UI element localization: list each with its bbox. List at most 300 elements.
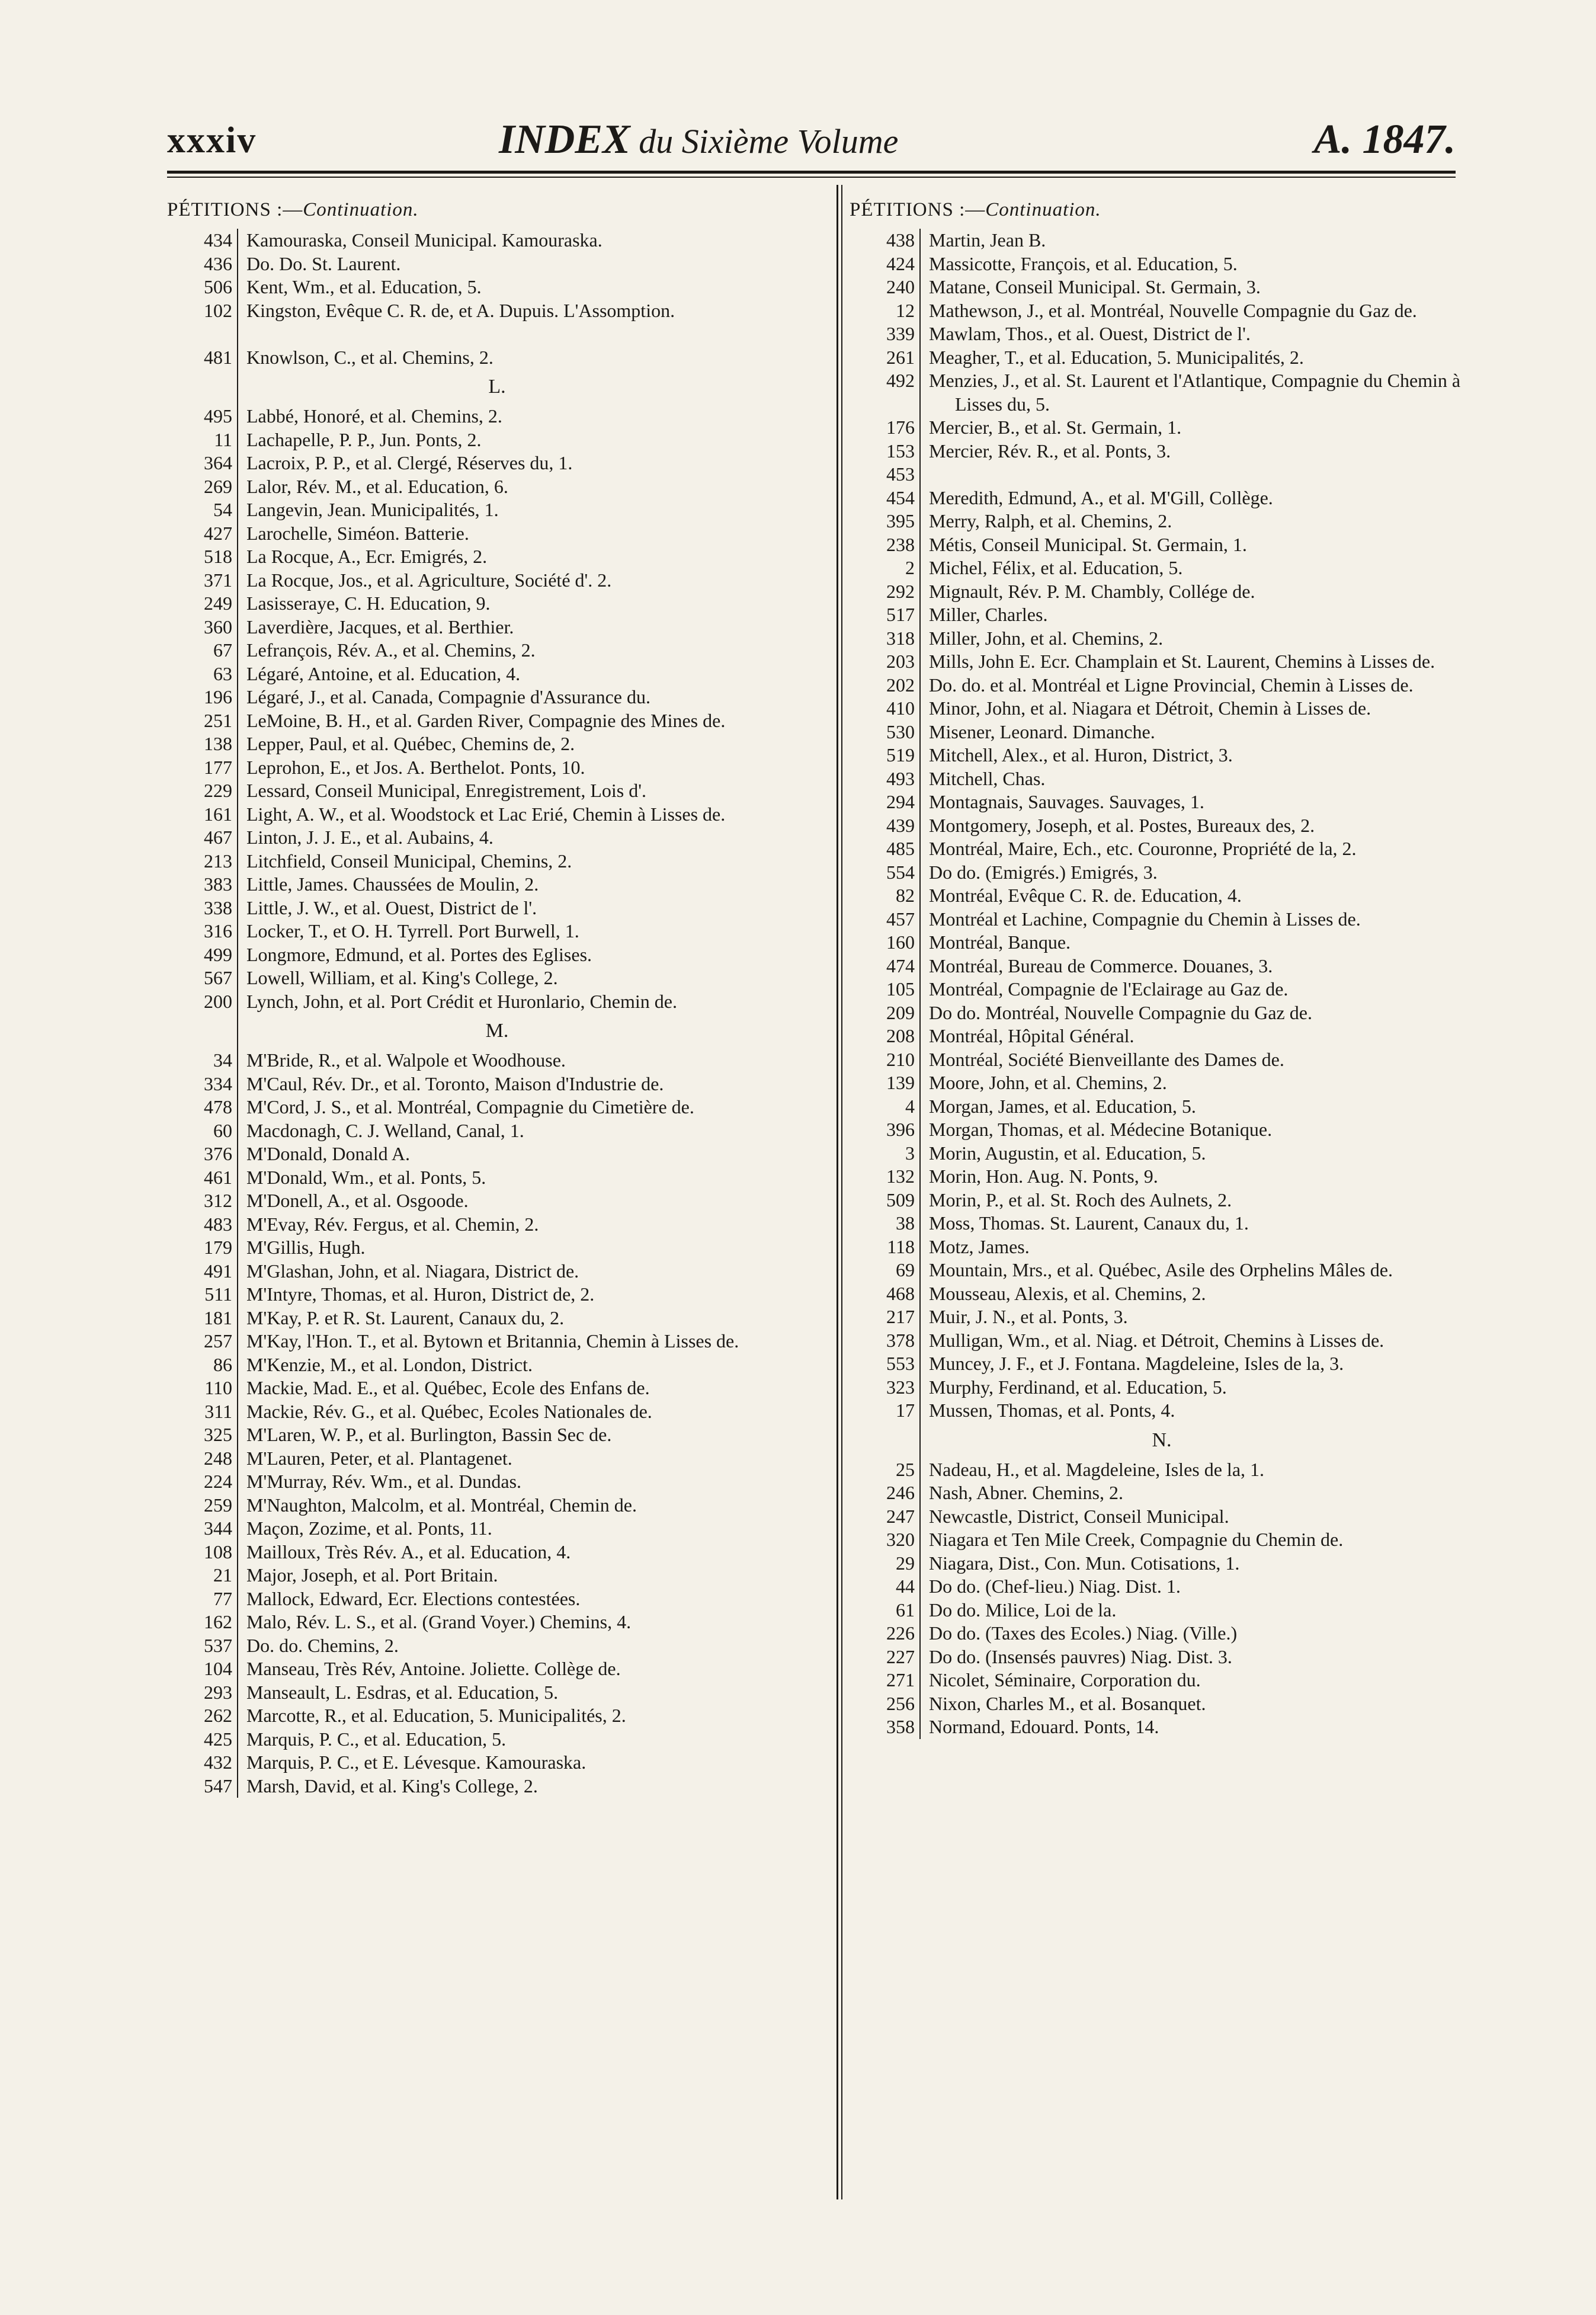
entry-number: 424 (886, 252, 915, 274)
entry-number: 61 (896, 1599, 915, 1621)
index-entry (886, 1376, 1466, 1400)
entry-number: 229 (204, 780, 232, 801)
index-entry (886, 1048, 1466, 1072)
index-entry (896, 1552, 1466, 1576)
index-entry (213, 498, 819, 522)
entry-number: 25 (896, 1458, 915, 1480)
entry-number: 82 (896, 885, 915, 906)
entry-text: Merry, Ralph, et al. Chemins, 2. (929, 510, 1172, 531)
entry-text: M'Kenzie, M., et al. London, District. (246, 1353, 533, 1375)
index-entry (204, 803, 819, 827)
index-entry (886, 252, 1466, 276)
index-entry (204, 1704, 819, 1728)
entry-number: 63 (213, 662, 232, 684)
right-column (850, 191, 1466, 1739)
entry-text: Mountain, Mrs., et al. Québec, Asile des Orphelins Mâles de. (929, 1259, 1393, 1280)
entry-number: 325 (204, 1424, 232, 1445)
entry-text: Do. do. et al. Montréal et Ligne Provincial, Chemin à Lisses de. (929, 674, 1414, 696)
entry-text: M'Evay, Rév. Fergus, et al. Chemin, 2. (246, 1213, 539, 1235)
entry-number: 54 (213, 499, 232, 520)
entry-number: 67 (213, 639, 232, 661)
entry-number: 34 (213, 1049, 232, 1071)
index-entry (204, 1142, 819, 1166)
entry-text: Montréal, Bureau de Commerce. Douanes, 3. (929, 955, 1273, 976)
entry-number: 364 (204, 452, 232, 473)
entry-number: 344 (204, 1517, 232, 1539)
page-title (499, 116, 898, 164)
entry-number: 213 (204, 850, 232, 872)
entry-number: 434 (204, 229, 232, 251)
entry-number: 210 (886, 1048, 915, 1070)
index-entry (213, 1564, 819, 1587)
entry-text: Maçon, Zozime, et al. Ponts, 11. (246, 1517, 492, 1539)
entry-number: 21 (213, 1564, 232, 1586)
index-entry (886, 1305, 1466, 1329)
index-entry (204, 1236, 819, 1260)
entry-number: 334 (204, 1072, 232, 1094)
index-entry (204, 1189, 819, 1213)
index-entry (204, 779, 819, 803)
index-entry (886, 463, 1466, 486)
entry-number: 378 (886, 1329, 915, 1351)
entry-number: 248 (204, 1447, 232, 1469)
entry-text: Lepper, Paul, et al. Québec, Chemins de, 2. (246, 733, 575, 754)
index-entry (896, 1399, 1466, 1423)
entry-number: 468 (886, 1282, 915, 1304)
entry-number: 118 (887, 1235, 915, 1257)
entry-number: 132 (886, 1165, 915, 1187)
entry-text: Meagher, T., et al. Education, 5. Municipalités, 2. (929, 346, 1304, 368)
index-entry (886, 346, 1466, 370)
index-entry (886, 650, 1466, 674)
entry-number: 376 (204, 1143, 232, 1164)
index-entry (204, 299, 819, 323)
entry-text: Mercier, B., et al. St. Germain, 1. (929, 417, 1182, 438)
entry-text: Métis, Conseil Municipal. St. Germain, 1. (929, 533, 1247, 555)
entry-text: Little, J. W., et al. Ouest, District de l'. (246, 896, 537, 918)
index-entry (204, 1541, 819, 1564)
index-entry (204, 229, 819, 252)
entry-text: Moore, John, et al. Chemins, 2. (929, 1072, 1167, 1093)
entry-text: Muir, J. N., et al. Ponts, 3. (929, 1306, 1128, 1327)
index-entry (204, 1634, 819, 1658)
entry-text: Locker, T., et O. H. Tyrrell. Port Burwell, 1. (246, 920, 579, 942)
entry-text: Niagara et Ten Mile Creek, Compagnie du Chemin de. (929, 1529, 1344, 1550)
index-entry (886, 908, 1466, 931)
entry-text: La Rocque, Jos., et al. Agriculture, Société d'. 2. (246, 569, 612, 591)
entry-text: Montagnais, Sauvages. Sauvages, 1. (929, 791, 1204, 812)
index-entry (886, 1329, 1466, 1353)
entry-number: 553 (886, 1353, 915, 1374)
index-entry (204, 1751, 819, 1775)
index-entry (886, 1622, 1466, 1645)
index-entry (886, 1669, 1466, 1692)
index-entry (204, 1423, 819, 1447)
right-entries (886, 229, 1466, 1739)
entry-text: Do do. (Chef-lieu.) Niag. Dist. 1. (929, 1576, 1181, 1597)
entry-number: 339 (886, 323, 915, 344)
index-entry (204, 943, 819, 967)
entry-text: Linton, J. J. E., et al. Aubains, 4. (246, 827, 493, 848)
index-entry (886, 1024, 1466, 1048)
page-year: A. 1847. (1313, 117, 1456, 162)
entry-text: Murphy, Ferdinand, et al. Education, 5. (929, 1376, 1227, 1398)
index-entry (886, 697, 1466, 721)
entry-text: Mallock, Edward, Ecr. Elections contestées. (246, 1587, 581, 1609)
index-entry (886, 767, 1466, 791)
entry-number: 432 (204, 1752, 232, 1773)
entry-text: Litchfield, Conseil Municipal, Chemins, 2. (246, 850, 572, 872)
entry-text (246, 322, 819, 346)
entry-text: Kingston, Evêque C. R. de, et A. Dupuis. L'Assomption. (246, 299, 675, 321)
entry-text: Massicotte, François, et al. Education, 5. (929, 252, 1238, 274)
entry-text: M'Kay, l'Hon. T., et al. Bytown et Britannia, Chemin à Lisses de. (246, 1330, 739, 1352)
section-letter: L. (488, 376, 506, 398)
index-entry (204, 1775, 819, 1798)
index-entry (896, 1599, 1466, 1622)
entry-text: Do. Do. St. Laurent. (246, 252, 401, 274)
entry-text: Morin, P., et al. St. Roch des Aulnets, 2. (929, 1189, 1232, 1211)
entry-text: Mignault, Rév. P. M. Chambly, Collége de. (929, 580, 1255, 602)
entry-number: 461 (204, 1166, 232, 1188)
entry-text: Lessard, Conseil Municipal, Enregistrement, Lois d'. (246, 780, 646, 801)
left-entries (204, 229, 819, 1798)
index-entry (213, 639, 819, 662)
entry-text: Nicolet, Séminaire, Corporation du. (929, 1669, 1201, 1690)
index-entry (886, 814, 1466, 838)
entry-number: 436 (204, 252, 232, 274)
index-entry (886, 955, 1466, 978)
entry-text: Montréal, Evêque C. R. de. Education, 4. (929, 885, 1242, 906)
index-entry (886, 861, 1466, 885)
heading-label: PÉTITIONS :— (167, 199, 303, 220)
entry-text: Newcastle, District, Conseil Municipal. (929, 1505, 1229, 1527)
entry-number: 537 (204, 1634, 232, 1656)
index-entry (886, 837, 1466, 861)
entry-number: 396 (886, 1119, 915, 1140)
entry-number: 227 (886, 1645, 915, 1667)
entry-number: 509 (886, 1189, 915, 1211)
entry-text: Light, A. W., et al. Woodstock et Lac Erié, Chemin à Lisses de. (246, 803, 726, 825)
entry-text: Mathewson, J., et al. Montréal, Nouvelle Compagnie du Gaz de. (929, 299, 1417, 321)
entry-text: M'Bride, R., et al. Walpole et Woodhouse. (246, 1049, 566, 1071)
header-rule-thin (167, 177, 1456, 178)
entry-text: Légaré, J., et al. Canada, Compagnie d'Assurance du. (246, 686, 650, 707)
index-entry (886, 1165, 1466, 1189)
index-entry (204, 522, 819, 546)
index-entry (204, 1447, 819, 1471)
column-divider-thin (841, 185, 842, 2199)
entry-text: Misener, Leonard. Dimanche. (929, 721, 1155, 742)
index-entry (905, 1142, 1466, 1165)
entry-text: Mills, John E. Ecr. Champlain et St. Laurent, Chemins à Lisses de. (929, 651, 1435, 672)
entry-number: 217 (886, 1306, 915, 1327)
entry-text: LeMoine, B. H., et al. Garden River, Compagnie des Mines de. (246, 709, 726, 731)
index-entry (204, 896, 819, 920)
index-entry (246, 322, 819, 346)
entry-text: Lynch, John, et al. Port Crédit et Huronlario, Chemin de. (246, 990, 677, 1012)
entry-number: 153 (886, 440, 915, 462)
index-entry (886, 1505, 1466, 1529)
index-entry (886, 1645, 1466, 1669)
index-entry (896, 1575, 1466, 1599)
entry-number: 518 (204, 546, 232, 567)
entry-text: Nixon, Charles M., et al. Bosanquet. (929, 1692, 1206, 1714)
entry-text: Manseau, Très Rév, Antoine. Joliette. Collège de. (246, 1658, 621, 1679)
entry-number: 181 (204, 1307, 232, 1328)
entry-number: 208 (886, 1025, 915, 1046)
entry-text: Matane, Conseil Municipal. St. Germain, 3. (929, 276, 1261, 297)
index-entry (886, 1692, 1466, 1716)
entry-number: 293 (204, 1681, 232, 1703)
entry-number: 203 (886, 651, 915, 672)
entry-number: 44 (896, 1576, 915, 1597)
index-entry (886, 1071, 1466, 1095)
index-entry (886, 486, 1466, 510)
entry-text: Niagara, Dist., Con. Mun. Cotisations, 1. (929, 1552, 1240, 1574)
entry-number: 492 (886, 370, 915, 391)
entry-number: 77 (213, 1587, 232, 1609)
entry-text: Lacroix, P. P., et al. Clergé, Réserves du, 1. (246, 452, 573, 473)
entry-number: 262 (204, 1705, 232, 1726)
header-rule (167, 171, 1456, 174)
entry-number: 493 (886, 767, 915, 789)
index-entry (204, 1307, 819, 1330)
entry-text: Martin, Jean B. (929, 229, 1046, 251)
entry-text: Montréal, Banque. (929, 931, 1071, 953)
entry-number: 358 (886, 1716, 915, 1737)
entry-text: Do. do. Chemins, 2. (246, 1634, 399, 1656)
index-entry (213, 1587, 819, 1611)
index-entry (886, 931, 1466, 955)
entry-number: 102 (204, 299, 232, 321)
index-entry (204, 252, 819, 276)
section-letter: N. (1152, 1429, 1172, 1451)
index-entry (204, 1400, 819, 1424)
index-entry (886, 1481, 1466, 1505)
entry-text: Kamouraska, Conseil Municipal. Kamouraska. (246, 229, 602, 251)
index-entry (204, 966, 819, 990)
entry-text: Marquis, P. C., et al. Education, 5. (246, 1728, 507, 1750)
page-number: xxxiv (167, 120, 257, 161)
column-divider (837, 185, 838, 2199)
entry-text: Meredith, Edmund, A., et al. M'Gill, Collège. (929, 486, 1273, 508)
section-letter: M. (485, 1020, 509, 1042)
entry-number: 238 (886, 533, 915, 555)
entry-number: 547 (204, 1775, 232, 1797)
index-entry (204, 1681, 819, 1705)
index-entry (204, 1166, 819, 1190)
index-entry (204, 405, 819, 428)
entry-number: 530 (886, 721, 915, 742)
entry-text: M'Caul, Rév. Dr., et al. Toronto, Maison d'Industrie de. (246, 1072, 664, 1094)
entry-text: Lasisseraye, C. H. Education, 9. (246, 593, 491, 614)
entry-text: Montréal, Hôpital Général. (929, 1025, 1134, 1046)
entry-number: 499 (204, 943, 232, 965)
entry-number: 438 (886, 229, 915, 251)
index-entry (204, 732, 819, 756)
entry-number: 226 (886, 1622, 915, 1644)
entry-text: Montréal, Société Bienveillante des Dames de. (929, 1048, 1284, 1070)
entry-number: 567 (204, 967, 232, 988)
entry-text: Moss, Thomas. St. Laurent, Canaux du, 1. (929, 1212, 1249, 1234)
entry-number: 485 (886, 838, 915, 859)
entry-text: Do do. (Insensés pauvres) Niag. Dist. 3. (929, 1645, 1232, 1667)
entry-number: 60 (213, 1119, 232, 1141)
entry-text: Lachapelle, P. P., Jun. Ponts, 2. (246, 428, 482, 450)
entry-number: 105 (886, 978, 915, 1000)
index-entry (887, 1235, 1466, 1259)
entry-text: M'Kay, P. et R. St. Laurent, Canaux du, 2. (246, 1307, 565, 1328)
entry-number: 69 (896, 1259, 915, 1280)
entry-number: 457 (886, 908, 915, 930)
index-entry (204, 1728, 819, 1752)
index-entry (886, 1715, 1466, 1739)
heading-label: PÉTITIONS :— (850, 199, 986, 220)
entry-text: Légaré, Antoine, et al. Education, 4. (246, 662, 521, 684)
entry-text: M'Glashan, John, et al. Niagara, District de. (246, 1260, 579, 1282)
index-entry (896, 1458, 1466, 1482)
entry-number: 246 (886, 1482, 915, 1503)
entry-text: Macdonagh, C. J. Welland, Canal, 1. (246, 1119, 524, 1141)
entry-number: 162 (204, 1611, 232, 1632)
entry-text: Mussen, Thomas, et al. Ponts, 4. (929, 1400, 1175, 1421)
index-entry (204, 616, 819, 639)
entry-number: 269 (204, 475, 232, 497)
index-entry (886, 674, 1466, 697)
entry-number: 467 (204, 827, 232, 848)
entry-number: 11 (214, 428, 232, 450)
entry-number: 224 (204, 1471, 232, 1492)
entry-text: Kent, Wm., et al. Education, 5. (246, 276, 482, 297)
entry-text: Montréal, Compagnie de l'Eclairage au Gaz de. (929, 978, 1289, 1000)
index-entry (886, 721, 1466, 744)
entry-text: Morgan, Thomas, et al. Médecine Botanique. (929, 1119, 1273, 1140)
index-entry (905, 1095, 1466, 1119)
entry-number: 249 (204, 593, 232, 614)
index-entry (213, 1049, 819, 1072)
entry-number: 323 (886, 1376, 915, 1398)
entry-number: 483 (204, 1213, 232, 1235)
entry-number: 294 (886, 791, 915, 812)
heading-continuation: Continuation. (985, 199, 1101, 220)
entry-text: Lalor, Rév. M., et al. Education, 6. (246, 475, 508, 497)
entry-number: 110 (204, 1377, 232, 1398)
entry-text: Malo, Rév. L. S., et al. (Grand Voyer.) Chemins, 4. (246, 1611, 632, 1632)
entry-text: Mackie, Rév. G., et al. Québec, Ecoles Nationales de. (246, 1400, 652, 1422)
entry-text: Normand, Edouard. Ponts, 14. (929, 1716, 1159, 1737)
index-entry (214, 428, 819, 452)
index-entry (886, 978, 1466, 1001)
entry-text: La Rocque, A., Ecr. Emigrés, 2. (246, 546, 488, 567)
entry-number: 506 (204, 276, 232, 297)
entry-text: Labbé, Honoré, et al. Chemins, 2. (246, 405, 502, 427)
entry-text: Laverdière, Jacques, et al. Berthier. (246, 616, 514, 638)
entry-text: Morin, Augustin, et al. Education, 5. (929, 1142, 1206, 1164)
index-entry (886, 1282, 1466, 1306)
entry-text: Montgomery, Joseph, et al. Postes, Bureaux des, 2. (929, 814, 1315, 836)
index-entry (204, 1283, 819, 1307)
index-entry (886, 790, 1466, 814)
entry-number: 104 (204, 1658, 232, 1679)
index-entry (204, 686, 819, 709)
index-entry (204, 850, 819, 873)
entry-text: Mousseau, Alexis, et al. Chemins, 2. (929, 1282, 1206, 1304)
entry-number: 511 (204, 1283, 232, 1305)
index-entry (896, 1259, 1466, 1282)
index-entry (204, 452, 819, 475)
entry-number: 453 (886, 463, 915, 485)
entry-text: Muncey, J. F., et J. Fontana. Magdeleine, Isles de la, 3. (929, 1353, 1344, 1374)
index-entry (213, 662, 819, 686)
index-entry (886, 533, 1466, 557)
index-entry (886, 416, 1466, 440)
index-entry (204, 990, 819, 1014)
index-entry (204, 1517, 819, 1541)
index-entry (896, 884, 1466, 908)
entry-number: 209 (886, 1001, 915, 1023)
entry-text: M'Cord, J. S., et al. Montréal, Compagnie du Cimetière de. (246, 1096, 694, 1118)
entry-text: Miller, Charles. (929, 604, 1048, 625)
entry-text: Marsh, David, et al. King's College, 2. (246, 1775, 538, 1797)
index-entry (886, 1528, 1466, 1552)
entry-text: Morin, Hon. Aug. N. Ponts, 9. (929, 1165, 1158, 1187)
entry-number: 360 (204, 616, 232, 638)
index-entry (204, 1330, 819, 1353)
index-entry (213, 1119, 819, 1143)
entry-text: Do do. (Taxes des Ecoles.) Niag. (Ville.) (929, 1622, 1238, 1644)
index-entry (204, 1376, 819, 1400)
entry-number: 427 (204, 522, 232, 544)
entry-number: 554 (886, 861, 915, 883)
entry-text: Lefrançois, Rév. A., et al. Chemins, 2. (246, 639, 536, 661)
index-entry (886, 744, 1466, 767)
entry-text: Mercier, Rév. R., et al. Ponts, 3. (929, 440, 1171, 462)
index-entry (886, 627, 1466, 651)
entry-text: Knowlson, C., et al. Chemins, 2. (246, 346, 493, 368)
entry-text: Little, James. Chaussées de Moulin, 2. (246, 873, 539, 895)
entry-text: Michel, Félix, et al. Education, 5. (929, 557, 1183, 578)
entry-text: Do do. Montréal, Nouvelle Compagnie du Gaz de. (929, 1001, 1312, 1023)
entry-text: M'Donell, A., et al. Osgoode. (246, 1190, 469, 1211)
entry-text: Nash, Abner. Chemins, 2. (929, 1482, 1123, 1503)
index-entry (213, 1353, 819, 1377)
entry-number: 160 (886, 931, 915, 953)
title-rest: du Sixième Volume (630, 122, 899, 161)
entry-text: M'Laren, W. P., et al. Burlington, Bassin Sec de. (246, 1424, 612, 1445)
entry-number: 519 (886, 744, 915, 766)
entry-text: Larochelle, Siméon. Batterie. (246, 522, 469, 544)
entry-number: 371 (204, 569, 232, 591)
entry-number: 481 (204, 346, 232, 368)
entry-number: 439 (886, 814, 915, 836)
entry-text (929, 463, 1466, 486)
index-entry (886, 369, 1466, 416)
index-entry (886, 1118, 1466, 1142)
index-entry (905, 556, 1466, 580)
entry-text: Leprohon, E., et Jos. A. Berthelot. Ponts, 10. (246, 756, 585, 778)
index-entry (886, 440, 1466, 463)
entry-text: Miller, John, et al. Chemins, 2. (929, 627, 1164, 649)
entry-text: Nadeau, H., et al. Magdeleine, Isles de la, 1. (929, 1458, 1265, 1480)
entry-number: 256 (886, 1692, 915, 1714)
index-entry (204, 1657, 819, 1681)
entry-number: 312 (204, 1190, 232, 1211)
index-entry (204, 709, 819, 733)
index-entry (204, 1494, 819, 1517)
entry-text: Marcotte, R., et al. Education, 5. Municipalités, 2. (246, 1705, 626, 1726)
entry-number: 17 (896, 1400, 915, 1421)
